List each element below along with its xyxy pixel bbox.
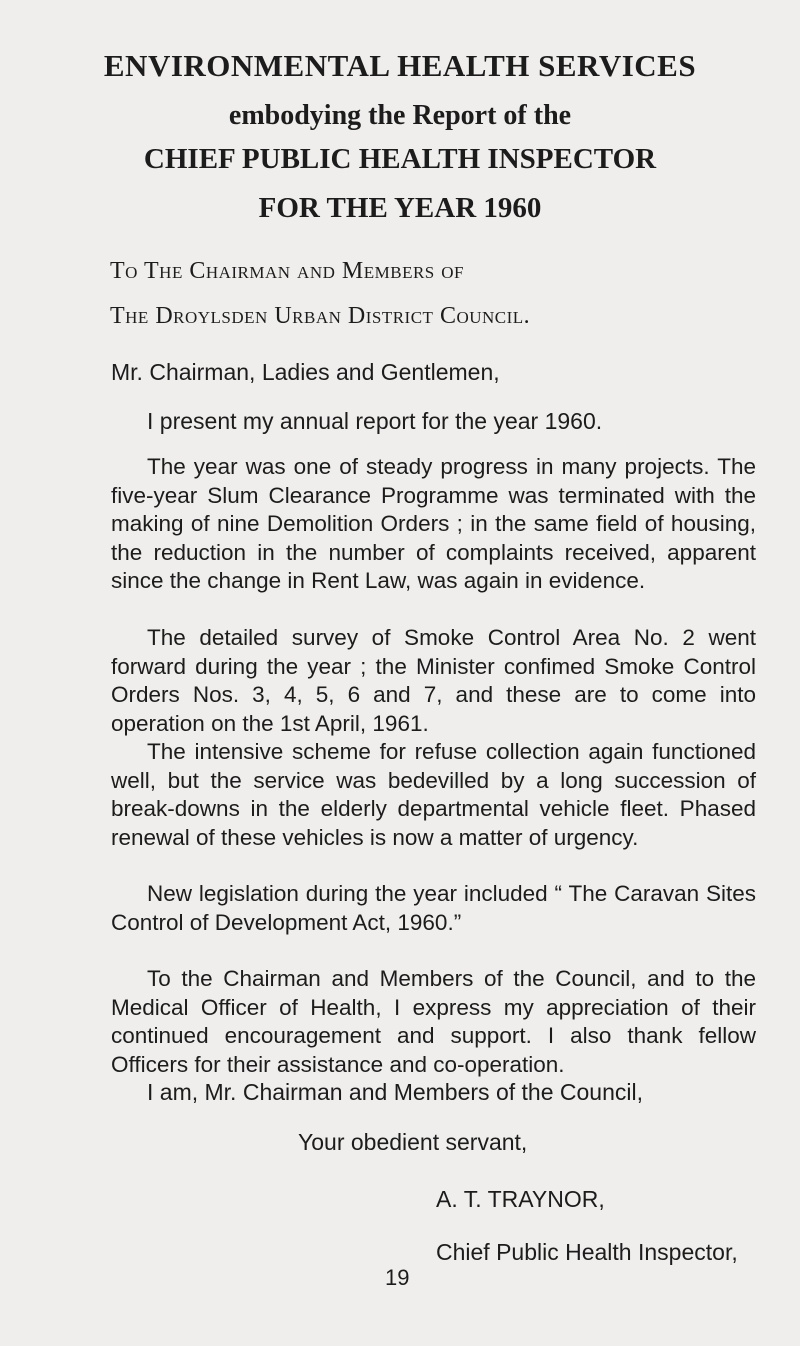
- closing-address: I am, Mr. Chairman and Members of the Council,: [147, 1079, 643, 1105]
- report-year: FOR THE YEAR 1960: [258, 192, 542, 224]
- paragraph-refuse-collection: The intensive scheme for refuse collection again functioned well, but the service was bedevilled by a long succession of break-downs in the elderly departmental vehicle fleet. Phased renewal of these vehicles is now a matter of urgency.: [111, 739, 756, 850]
- paragraph-smoke-control: The detailed survey of Smoke Control Area No. 2 went forward during the year ; the Minister confimed Smoke Control Orders Nos. 3, 4, 5, 6 and 7, and these are to come into operation on the 1st April, 1961.: [111, 625, 756, 736]
- signatory-title: Chief Public Health Inspector,: [436, 1239, 738, 1265]
- paragraph-intro: I present my annual report for the year 1960.: [147, 408, 603, 434]
- paragraph-housing: The year was one of steady progress in many projects. The five-year Slum Clearance Programme was terminated with the making of nine Demolition Orders ; in the same field of housing, the reduction in the number of complaints received, apparent since the change in Rent Law, was again in evidence.: [111, 454, 756, 593]
- subtitle: embodying the Report of the: [228, 100, 572, 131]
- paragraph-legislation: New legislation during the year included “ The Caravan Sites Control of Development Act, 1960.”: [111, 881, 756, 935]
- paragraph-appreciation: To the Chairman and Members of the Council, and to the Medical Officer of Health, I express my appreciation of their continued encouragement and support. I also thank fellow Officers for their assistance and co-operation.: [111, 966, 756, 1077]
- address-line-1: To The Chairman and Members of: [110, 258, 464, 284]
- valediction: Your obedient servant,: [298, 1129, 528, 1155]
- main-title: ENVIRONMENTAL HEALTH SERVICES: [103, 48, 697, 83]
- signatory-name: A. T. TRAYNOR,: [436, 1186, 605, 1212]
- report-author-title: CHIEF PUBLIC HEALTH INSPECTOR: [143, 143, 657, 175]
- page-number: 19: [385, 1265, 410, 1290]
- address-line-2: The Droylsden Urban District Council.: [110, 303, 531, 329]
- salutation: Mr. Chairman, Ladies and Gentlemen,: [111, 359, 500, 385]
